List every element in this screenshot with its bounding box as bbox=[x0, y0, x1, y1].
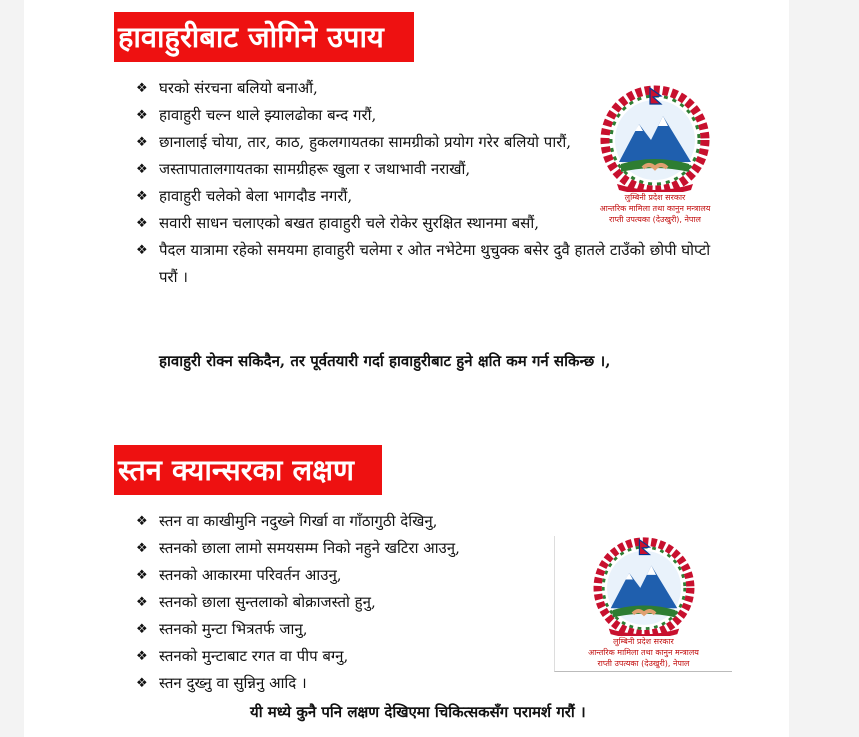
section1-note: हावाहुरी रोक्न सकिदैन, तर पूर्वतयारी गर्दा हावाहुरीबाट हुने क्षति कम गर्न सकिन्छ ।, bbox=[159, 352, 611, 370]
nepal-emblem bbox=[554, 536, 732, 672]
emblem-line2: आन्तरिक मामिला तथा कानुन मन्त्रालय bbox=[588, 648, 699, 657]
diamond-bullet-icon: ❖ bbox=[136, 514, 148, 529]
emblem-line1: लुम्बिनी प्रदेश सरकार bbox=[624, 193, 686, 202]
diamond-bullet-icon: ❖ bbox=[136, 568, 148, 583]
nepal-emblem bbox=[590, 84, 720, 225]
diamond-bullet-icon: ❖ bbox=[136, 162, 148, 177]
diamond-bullet-icon: ❖ bbox=[136, 541, 148, 556]
diamond-bullet-icon: ❖ bbox=[136, 649, 148, 664]
emblem-line3: राप्ती उपत्यका (देउखुरी), नेपाल bbox=[609, 215, 701, 224]
list-item: ❖ स्तनको आकारमा परिवर्तन आउनु, bbox=[136, 562, 556, 589]
section2-list bbox=[136, 508, 556, 697]
list-item: ❖ हावाहुरी चल्न थाले झ्यालढोका बन्द गरौं, bbox=[136, 102, 576, 129]
diamond-bullet-icon: ❖ bbox=[136, 595, 148, 610]
list-item: ❖ छानालाई चोया, तार, काठ, हुकलगायतका सामग्रीको प्रयोग गरेर बलियो पारौं, bbox=[136, 129, 576, 156]
list-item: ❖ स्तनको मुन्टाबाट रगत वा पीप बग्नु, bbox=[136, 643, 556, 670]
emblem-line2: आन्तरिक मामिला तथा कानुन मन्त्रालय bbox=[599, 204, 711, 213]
list-item: ❖ हावाहुरी चलेको बेला भागदौड नगरौं, bbox=[136, 183, 576, 210]
list-item: ❖ पैदल यात्रामा रहेको समयमा हावाहुरी चलेमा र ओत नभेटेमा थुचुक्क बसेर दुवै हातले टाउँको छोपी घोप्टो परौं । bbox=[136, 237, 719, 291]
diamond-bullet-icon: ❖ bbox=[136, 108, 148, 123]
list-item: ❖ जस्तापातालगायतका सामग्रीहरू खुला र जथाभावी नराखौं, bbox=[136, 156, 576, 183]
list-item: ❖ स्तनको छाला सुन्तलाको बोक्राजस्तो हुनु, bbox=[136, 589, 556, 616]
diamond-bullet-icon: ❖ bbox=[136, 622, 148, 637]
section2-note: यी मध्ये कुनै पनि लक्षण देखिएमा चिकित्सकसँग परामर्श गरौं । bbox=[250, 703, 586, 721]
emblem-line3: राप्ती उपत्यका (देउखुरी), नेपाल bbox=[597, 659, 690, 668]
list-item: ❖ स्तनको छाला लामो समयसम्म निको नहुने खटिरा आउनु, bbox=[136, 535, 556, 562]
section1-title: हावाहुरीबाट जोगिने उपाय bbox=[114, 12, 414, 62]
diamond-bullet-icon: ❖ bbox=[136, 243, 148, 258]
list-item: ❖ स्तन दुख्नु वा सुन्निनु आदि । bbox=[136, 670, 556, 697]
diamond-bullet-icon: ❖ bbox=[136, 676, 148, 691]
diamond-bullet-icon: ❖ bbox=[136, 189, 148, 204]
document-page bbox=[24, 0, 789, 737]
emblem-icon bbox=[595, 84, 715, 192]
list-item: ❖ घरको संरचना बलियो बनाऔं, bbox=[136, 75, 576, 102]
diamond-bullet-icon: ❖ bbox=[136, 216, 148, 231]
diamond-bullet-icon: ❖ bbox=[136, 135, 148, 150]
list-item: ❖ स्तनको मुन्टा भित्रतर्फ जानु, bbox=[136, 616, 556, 643]
list-item: ❖ स्तन वा काखीमुनि नदुख्ने गिर्खा वा गाँठागुठी देखिनु, bbox=[136, 508, 556, 535]
list-item: ❖ सवारी साधन चलाएको बखत हावाहुरी चले रोकेर सुरक्षित स्थानमा बसौं, bbox=[136, 210, 576, 237]
emblem-line1: लुम्बिनी प्रदेश सरकार bbox=[613, 637, 674, 646]
diamond-bullet-icon: ❖ bbox=[136, 81, 148, 96]
emblem-icon bbox=[584, 536, 704, 636]
section2-title: स्तन क्यान्सरका लक्षण bbox=[114, 445, 382, 495]
